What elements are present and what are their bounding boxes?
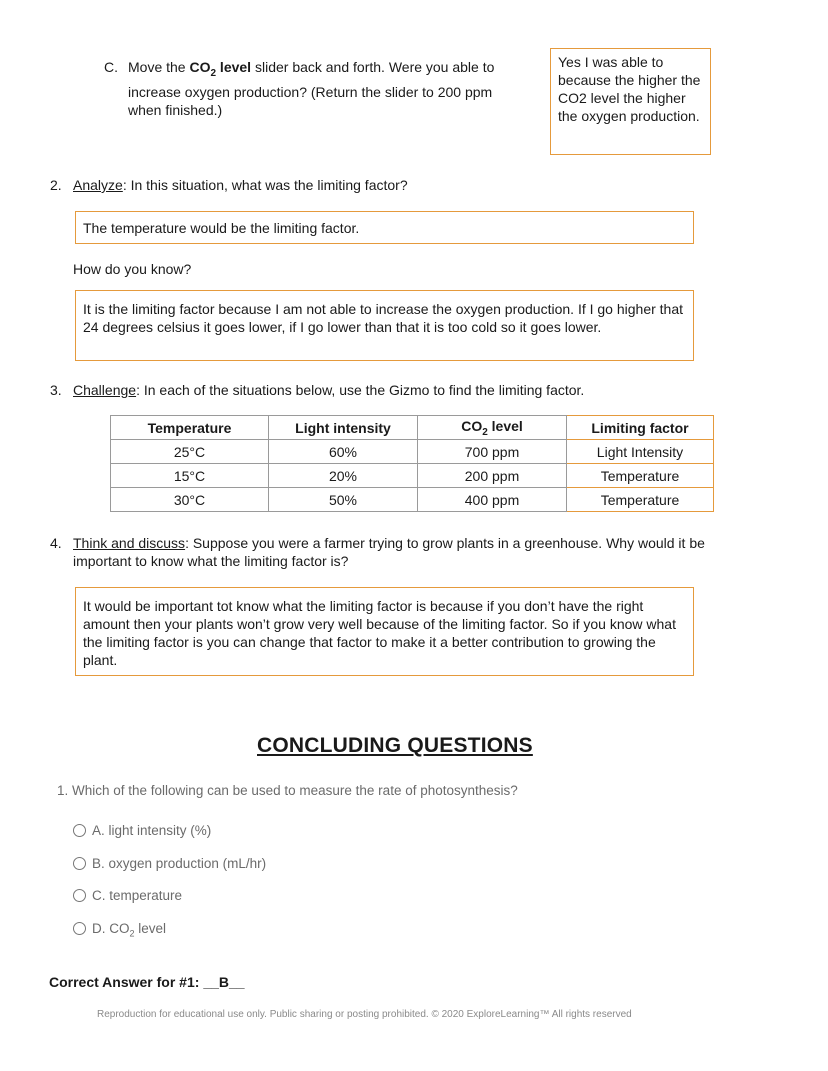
radio-icon[interactable] [73, 824, 86, 837]
header-light-intensity: Light intensity [269, 416, 418, 440]
radio-icon[interactable] [73, 857, 86, 870]
question-2-text: Analyze: In this situation, what was the limiting factor? [73, 177, 408, 193]
cell-co2: 400 ppm [418, 488, 567, 512]
question-4-text: Think and discuss: Suppose you were a farmer trying to grow plants in a greenhouse. Why would it be important to know what the limiting factor is? [73, 535, 705, 569]
cell-light-intensity: 60% [269, 440, 418, 464]
cell-temperature: 15°C [111, 464, 269, 488]
cell-light-intensity: 50% [269, 488, 418, 512]
header-limiting-factor: Limiting factor [567, 416, 714, 440]
answer-box-4[interactable]: It would be important tot know what the limiting factor is because if you don’t have the right amount then your plants won’t grow very well because of the limiting factor. So if you know what the limiting factor is you can change that factor to make it a better contribution to growing the plant. [75, 587, 694, 676]
question-2-number: 2. [50, 177, 62, 193]
cell-co2: 200 ppm [418, 464, 567, 488]
question-1c-text: Move the $CO_2$ level slider back and forth. Were you able to increase oxygen production? (Return the slider to 200 ppm when finished.) [128, 59, 495, 118]
footer-text: Reproduction for educational use only. Public sharing or posting prohibited. © 2020 ExploreLearning™ All rights reserved [97, 1009, 632, 1020]
cell-light-intensity: 20% [269, 464, 418, 488]
radio-icon[interactable] [73, 889, 86, 902]
cell-limiting-factor[interactable]: Light Intensity [567, 440, 714, 464]
cell-co2: 700 ppm [418, 440, 567, 464]
radio-icon[interactable] [73, 922, 86, 935]
table-row [111, 488, 714, 512]
limiting-factor-table [110, 415, 714, 512]
table-header-row [111, 416, 714, 440]
header-co2-level: $CO_2$ level [418, 416, 567, 440]
think-discuss-label: Think and discuss [73, 535, 186, 551]
cell-temperature: 30°C [111, 488, 269, 512]
analyze-label: Analyze [73, 177, 123, 193]
table-row [111, 440, 714, 464]
answer-box-2[interactable]: The temperature would be the limiting factor. [75, 211, 694, 244]
followup-question: How do you know? [73, 261, 192, 277]
table-row [111, 464, 714, 488]
header-temperature: Temperature [111, 416, 269, 440]
question-3-text: Challenge: In each of the situations below, use the Gizmo to find the limiting factor. [73, 382, 585, 398]
cell-limiting-factor[interactable]: Temperature [567, 488, 714, 512]
option-a[interactable]: A. light intensity (%) [73, 823, 211, 838]
concluding-question-1: 1. Which of the following can be used to measure the rate of photosynthesis? [57, 783, 518, 798]
question-1c-letter: C. [104, 59, 118, 75]
cell-limiting-factor[interactable]: Temperature [567, 464, 714, 488]
question-3-number: 3. [50, 382, 62, 398]
question-4-number: 4. [50, 535, 62, 551]
option-c[interactable]: C. temperature [73, 888, 182, 903]
correct-answer-value: __B__ [203, 974, 245, 990]
cell-temperature: 25°C [111, 440, 269, 464]
option-b[interactable]: B. oxygen production (mL/hr) [73, 856, 266, 871]
challenge-label: Challenge [73, 382, 137, 398]
answer-box-1c[interactable]: Yes I was able to because the higher the CO2 level the higher the oxygen production. [550, 48, 711, 155]
concluding-title: CONCLUDING QUESTIONS [257, 734, 533, 757]
option-d[interactable]: D. $CO_2$ level [73, 921, 166, 939]
correct-answer: Correct Answer for #1: __B__ [49, 974, 245, 990]
answer-box-2b[interactable]: It is the limiting factor because I am not able to increase the oxygen production. If I go higher that 24 degrees celsius it goes lower, if I go lower than that it is too cold so it goes lower. [75, 290, 694, 361]
